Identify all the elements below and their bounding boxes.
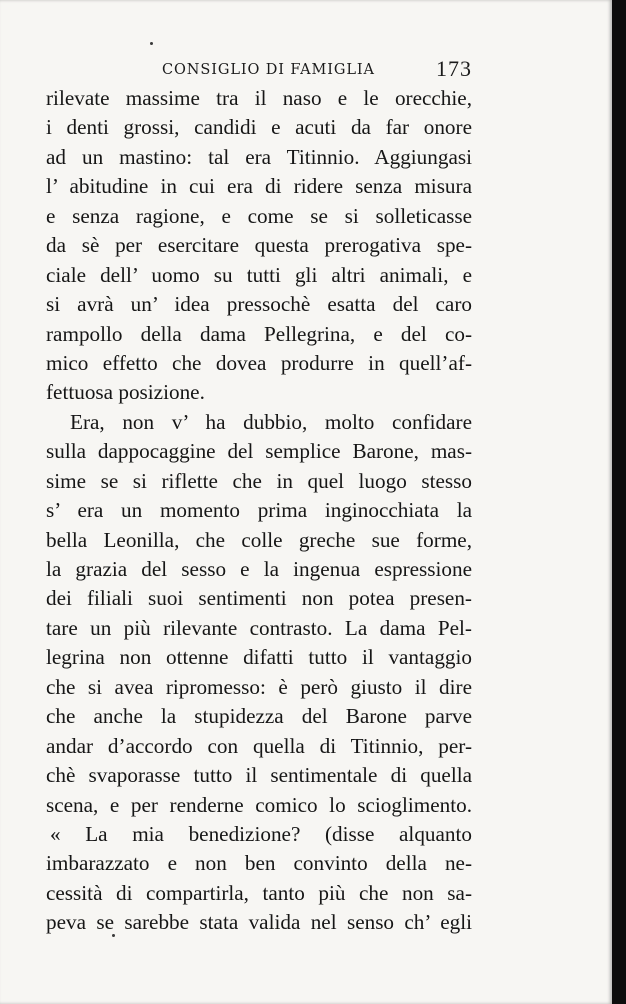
paragraph-first-line: « La mia benedizione? (disse alquanto: [50, 821, 472, 846]
text-line: rilevate massime tra il naso e le orecchie,: [46, 86, 472, 110]
text-line: s’ era un momento prima inginocchiata la: [46, 498, 472, 523]
binding-edge: [612, 0, 626, 1004]
text-line: fettuosa posizione.: [46, 380, 205, 405]
text-line: imbarazzato e non ben convinto della ne-: [46, 851, 472, 876]
running-head: [46, 54, 476, 84]
text-line: peva se sarebbe stata valida nel senso ch’ egli: [46, 910, 472, 935]
text-line: ciale dell’ uomo su tutti gli altri animali, e: [46, 262, 472, 287]
text-line: rampollo della dama Pellegrina, e del co-: [46, 321, 472, 346]
text-line: chè svaporasse tutto il sentimentale di quella: [46, 763, 472, 788]
text-line: bella Leonilla, che colle greche sue forme,: [46, 527, 472, 552]
text-line: da sè per esercitare questa prerogativa spe-: [46, 233, 472, 258]
text-line: tare un più rilevante contrasto. La dama Pel-: [46, 615, 472, 640]
text-line: andar d’accordo con quella di Titinnio, per-: [46, 733, 472, 758]
body-text: [46, 84, 472, 938]
text-line: scena, e per renderne comico lo scioglimento.: [46, 792, 472, 817]
text-line: dei filiali suoi sentimenti non potea presen-: [46, 586, 472, 611]
page-number: 173: [436, 56, 472, 81]
text-line: la grazia del sesso e la ingenua espressione: [46, 557, 472, 581]
text-line: sime se si riflette che in quel luogo stesso: [46, 468, 472, 493]
ink-speck: [150, 42, 153, 45]
running-title: CONSIGLIO DI FAMIGLIA: [162, 62, 375, 78]
text-line: si avrà un’ idea pressochè esatta del caro: [46, 292, 472, 317]
text-line: ad un mastino: tal era Titinnio. Aggiungasi: [46, 144, 472, 169]
text-line: legrina non ottenne difatti tutto il vantaggio: [46, 645, 472, 670]
ink-speck: [112, 934, 115, 937]
text-line: cessità di compartirla, tanto più che non sa-: [46, 880, 472, 905]
text-line: che anche la stupidezza del Barone parve: [46, 704, 472, 729]
text-line: e senza ragione, e come se si solleticasse: [46, 203, 472, 228]
text-line: che si avea ripromesso: è però giusto il dire: [46, 674, 472, 699]
paragraph-first-line: Era, non v’ ha dubbio, molto confidare: [70, 409, 472, 434]
text-line: sulla dappocaggine del semplice Barone, mas-: [46, 439, 472, 464]
text-line: l’ abitudine in cui era di ridere senza misura: [46, 174, 472, 199]
text-line: i denti grossi, candidi e acuti da far onore: [46, 115, 472, 140]
text-line: mico effetto che dovea produrre in quell’af-: [46, 350, 472, 375]
